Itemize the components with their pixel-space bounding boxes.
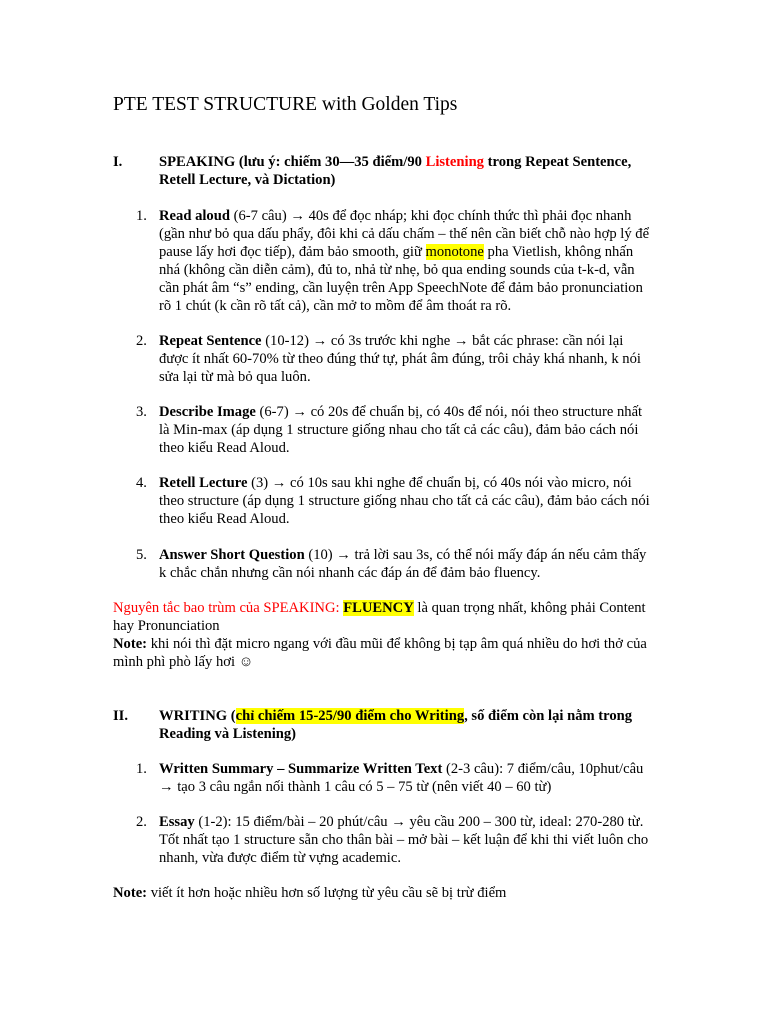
note-label: Note: — [113, 885, 148, 901]
principle-red-text: Nguyên tắc bao trùm của SPEAKING: — [113, 600, 344, 616]
highlight-fluency: FLUENCY — [343, 600, 414, 616]
list-number: 2. — [136, 814, 147, 830]
list-number: 1. — [136, 208, 147, 224]
list-text — [159, 332, 651, 386]
note-text: khi nói thì đặt micro ngang với đầu mũi để không bị tạp âm quá nhiều do hơi thở của mình phì phò lấy hơi ☺ — [113, 636, 647, 670]
speaking-note — [113, 635, 653, 671]
highlight-monotone: monotone — [425, 244, 484, 260]
item-desc: (2-3 câu): 7 điểm/câu, 10phut/câu → tạo 3 câu ngắn nối thành 1 câu có 5 – 75 từ (nên viết 40 – 60 từ) — [159, 761, 644, 795]
list-number: 4. — [136, 475, 147, 491]
speaking-principle — [113, 599, 653, 635]
item-name: Answer Short Question — [159, 547, 305, 563]
item-name: Written Summary – Summarize Written Text — [159, 761, 443, 777]
item-desc: pha Vietlish, không nhấn nhá (không cần diễn cảm), đủ to, nhả từ nhẹ, bỏ qua ending sounds của t-k-d, vẫn cần phát âm “s” ending, cần luyện trên App SpeechNote để đảm bảo pronunciation rõ 1 chút (k cần rõ tất cả), cần mở to mồm để âm thoát ra rõ. — [159, 244, 643, 314]
section-title-part: , số điểm còn lại nằm trong Reading và Listening) — [159, 708, 633, 742]
note-label: Note: — [113, 636, 148, 652]
item-desc: (1-2): 15 điểm/bài – 20 phút/câu → yêu cầu 200 – 300 từ, ideal: 270-280 từ. Tốt nhất tạo 1 structure sẵn cho thân bài – mở bài – kết luận để khi thi viết luôn cho nhanh, vừa được điểm từ vựng academic. — [159, 814, 649, 866]
item-desc: (10-12) → có 3s trước khi nghe → bắt các phrase: cần nói lại được ít nhất 60-70% từ theo đúng thứ tự, phát âm đúng, trôi chảy khá nhanh, k nói sửa lại từ mà bỏ qua luôn. — [159, 333, 641, 385]
list-text — [159, 403, 651, 457]
section-title — [159, 707, 659, 743]
principle-text: là quan trọng nhất, không phải Content hay Pronunciation — [113, 600, 646, 634]
item-desc: (10) → trả lời sau 3s, có thể nói mấy đáp án nếu cảm thấy k chắc chắn nhưng cần nói nhanh các đáp án để đảm bảo fluency. — [159, 547, 647, 581]
list-text — [159, 813, 651, 867]
note-text: viết ít hơn hoặc nhiều hơn số lượng từ yêu cầu sẽ bị trừ điểm — [147, 885, 507, 901]
item-desc: (6-7 câu) → 40s để đọc nháp; khi đọc chính thức thì phải đọc nhanh (gần như bỏ qua dấu phẩy, đôi khi cả dấu chấm – thế nên cần biết chỗ nào hợp lý để pause lấy hơi đọc tiếp), đảm bảo smooth, giữ — [159, 208, 650, 260]
list-number: 2. — [136, 333, 147, 349]
section-number: II. — [113, 708, 129, 724]
item-name: Read aloud — [159, 208, 230, 224]
listening-red-text: Listening — [425, 154, 484, 170]
list-number: 3. — [136, 404, 147, 420]
item-name: Describe Image — [159, 404, 256, 420]
section-title-part: WRITING ( — [159, 708, 236, 724]
list-text — [159, 546, 651, 582]
document-title: PTE TEST STRUCTURE with Golden Tips — [113, 94, 458, 115]
list-number: 1. — [136, 761, 147, 777]
section-title-part: trong Repeat Sentence, Retell Lecture, và Dictation) — [159, 154, 632, 188]
item-name: Repeat Sentence — [159, 333, 262, 349]
item-desc: (3) → có 10s sau khi nghe để chuẩn bị, có 40s nói vào micro, nói theo structure (áp dụng 1 structure giống nhau cho tất cả các câu), đảm bảo cách nói theo kiểu Read Aloud. — [159, 475, 650, 527]
list-text — [159, 207, 651, 315]
list-text — [159, 760, 651, 796]
item-name: Retell Lecture — [159, 475, 248, 491]
section-number: I. — [113, 154, 123, 170]
section-title — [159, 153, 659, 189]
section-title-part: SPEAKING (lưu ý: chiếm 30—35 điểm/90 — [159, 154, 426, 170]
list-number: 5. — [136, 547, 147, 563]
item-desc: (6-7) → có 20s để chuẩn bị, có 40s để nói, nói theo structure nhất là Min-max (áp dụng 1 structure giống nhau cho tất cả các câu), đảm bảo cách nói theo kiểu Read Aloud. — [159, 404, 643, 456]
writing-note — [113, 884, 653, 902]
highlight-writing-score: chỉ chiếm 15-25/90 điểm cho Writing — [235, 708, 465, 724]
item-name: Essay — [159, 814, 195, 830]
list-text — [159, 474, 651, 528]
